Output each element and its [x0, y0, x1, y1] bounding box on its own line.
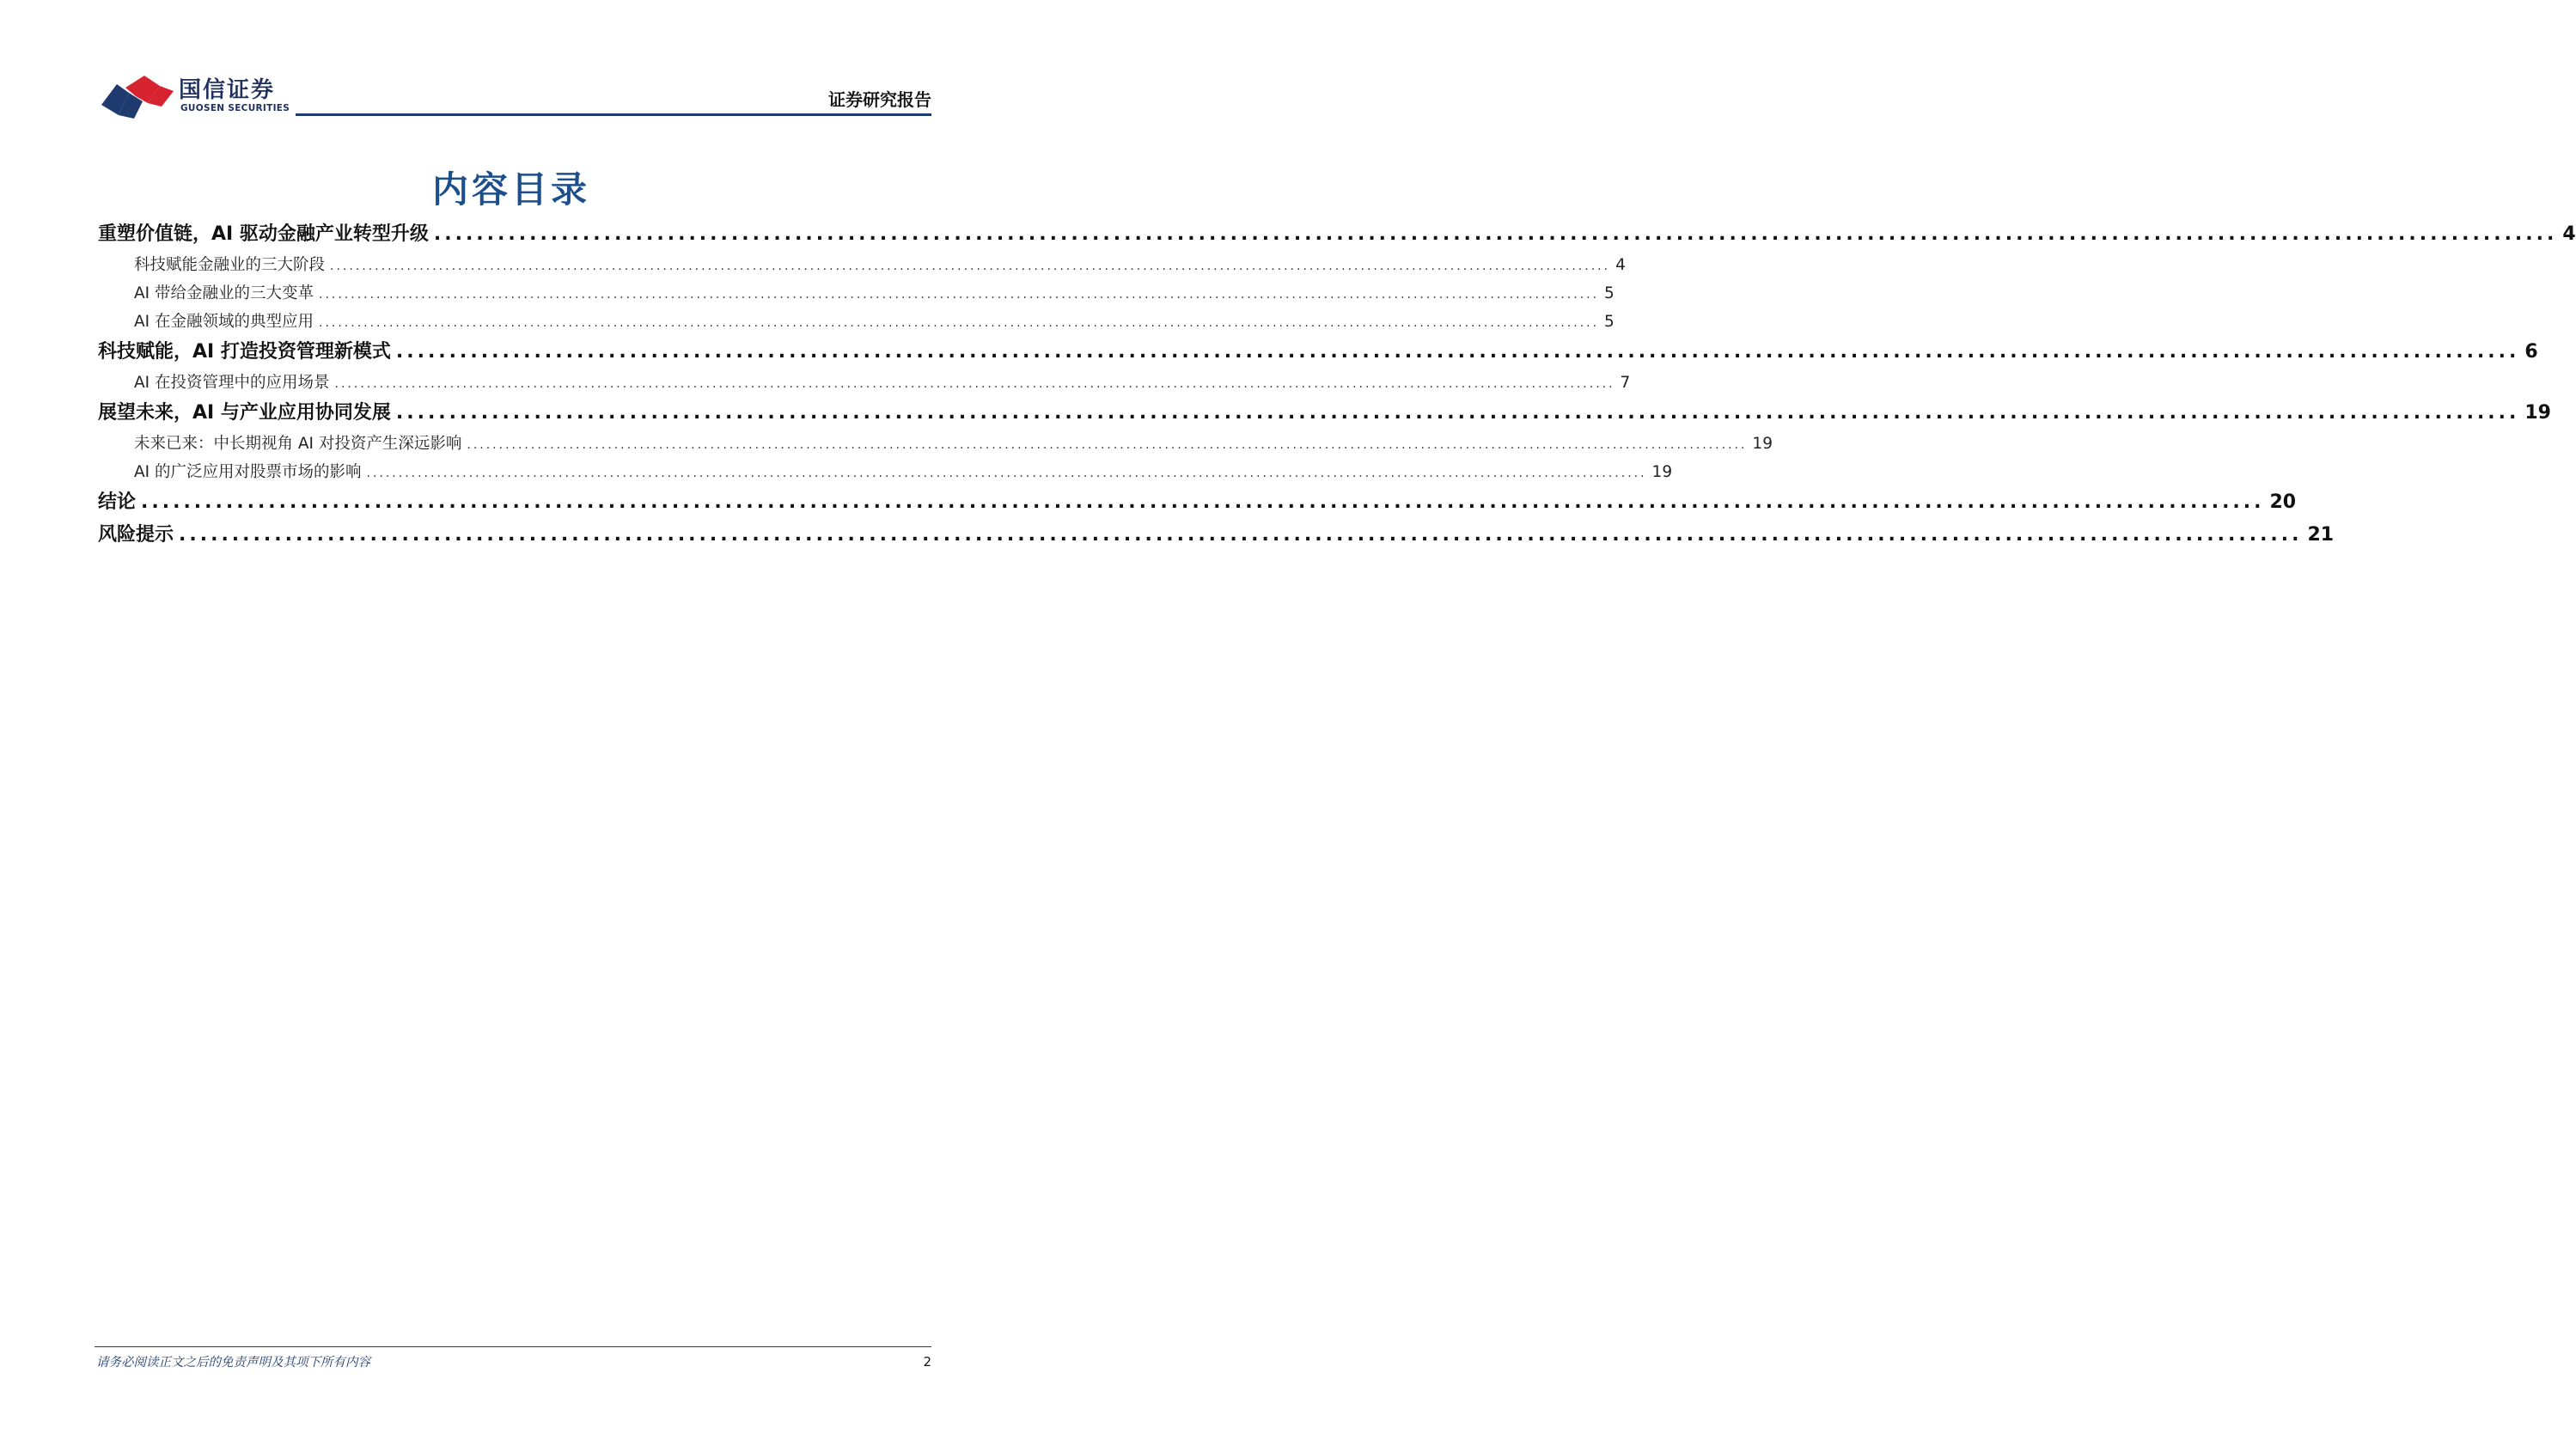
toc-entry-page: 19 [1752, 435, 1773, 453]
toc-dot-leader: ........................................................................................................................................................................................................ [366, 467, 1647, 480]
toc-entry-label: AI 在投资管理中的应用场景 [134, 374, 330, 392]
toc-entry-section[interactable] [98, 218, 2576, 251]
toc-entry-page: 4 [1615, 256, 1626, 274]
toc-dot-leader: ........................................................................................................................................................................................................ [179, 524, 2303, 546]
toc-entry-label: AI 带给金融业的三大变革 [134, 284, 314, 302]
toc-entry-page: 21 [2307, 524, 2335, 546]
toc-entry-subsection[interactable] [98, 279, 1615, 308]
page-number: 2 [923, 1354, 931, 1370]
toc-dot-leader: ........................................................................................................................................................................................................ [467, 438, 1748, 452]
toc-entry-subsection[interactable] [98, 458, 1673, 486]
toc-entry-label: 风险提示 [98, 524, 174, 546]
toc-entry-label: AI 的广泛应用对股票市场的影响 [134, 463, 362, 481]
toc-entry-page: 20 [2269, 491, 2297, 513]
toc-dot-leader: ........................................................................................................................................................................................................ [319, 288, 1600, 302]
report-type-label: 证券研究报告 [828, 89, 931, 110]
header-divider [296, 113, 931, 116]
table-of-contents [98, 218, 2576, 552]
toc-entry-label: 展望未来，AI 与产业应用协同发展 [98, 402, 391, 424]
toc-entry-subsection[interactable] [98, 308, 1615, 336]
toc-entry-page: 6 [2524, 341, 2538, 363]
toc-entry-section[interactable] [98, 486, 2297, 519]
toc-entry-page: 7 [1620, 374, 1631, 392]
toc-entry-section[interactable] [98, 397, 2551, 430]
toc-entry-subsection[interactable] [98, 369, 1631, 397]
toc-entry-page: 5 [1604, 313, 1615, 331]
toc-dot-leader: ........................................................................................................................................................................................................ [319, 316, 1600, 330]
toc-dot-leader: ........................................................................................................................................................................................................ [330, 259, 1611, 273]
toc-entry-label: AI 在金融领域的典型应用 [134, 313, 314, 331]
toc-dot-leader: ........................................................................................................................................................................................................ [141, 491, 2265, 513]
toc-dot-leader: ........................................................................................................................................................................................................ [395, 341, 2520, 363]
toc-entry-page: 5 [1604, 284, 1615, 302]
toc-entry-subsection[interactable] [98, 251, 1626, 279]
toc-entry-section[interactable] [98, 336, 2538, 369]
brand-name-cn: 国信证券 [179, 77, 276, 103]
toc-entry-subsection[interactable] [98, 430, 1773, 458]
footer-disclaimer: 请务必阅读正文之后的免责声明及其项下所有内容 [96, 1356, 370, 1370]
toc-entry-label: 重塑价值链，AI 驱动金融产业转型升级 [98, 223, 429, 245]
toc-dot-leader: ........................................................................................................................................................................................................ [433, 223, 2558, 245]
toc-dot-leader: ........................................................................................................................................................................................................ [395, 402, 2520, 424]
footer-divider [95, 1346, 931, 1347]
brand-name-en: GUOSEN SECURITIES [180, 103, 290, 113]
toc-entry-page: 4 [2562, 223, 2576, 245]
toc-dot-leader: ........................................................................................................................................................................................................ [334, 377, 1615, 391]
toc-entry-label: 结论 [98, 491, 137, 513]
toc-entry-section[interactable] [98, 519, 2335, 552]
guosen-logo [100, 72, 186, 120]
page-header [0, 0, 1022, 125]
toc-entry-label: 未来已来：中长期视角 AI 对投资产生深远影响 [134, 435, 462, 453]
toc-entry-page: 19 [1651, 463, 1673, 481]
toc-entry-label: 科技赋能，AI 打造投资管理新模式 [98, 341, 391, 363]
toc-title: 内容目录 [431, 168, 590, 210]
toc-entry-label: 科技赋能金融业的三大阶段 [134, 256, 326, 274]
toc-entry-page: 19 [2524, 402, 2551, 424]
